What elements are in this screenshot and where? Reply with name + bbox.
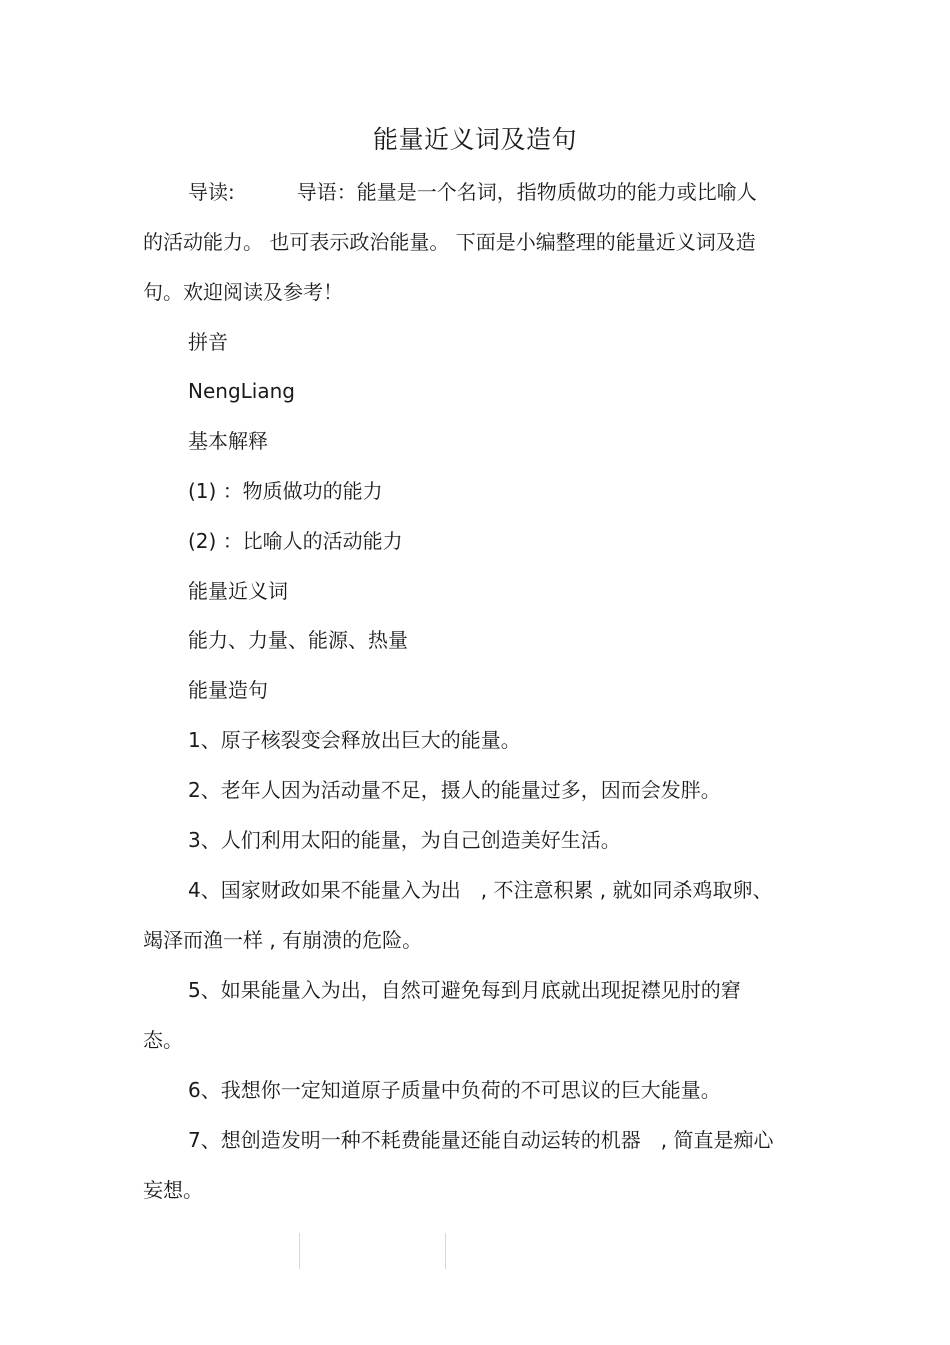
divider-line	[445, 1233, 446, 1269]
synonyms-heading: 能量近义词	[188, 579, 288, 603]
sentence-4-line-2: 竭泽而渔一样 , 有崩溃的危险。	[143, 928, 423, 952]
sentences-heading: 能量造句	[188, 678, 268, 702]
sentence-6: 6、我想你一定知道原子质量中负荷的不可思议的巨大能量。	[188, 1078, 721, 1102]
sentence-5-line-1: 5、如果能量入为出，自然可避免每到月底就出现捉襟见肘的窘	[188, 978, 741, 1002]
sentence-7-part-2: , 简直是痴心	[660, 1128, 774, 1152]
sentence-7-part-1: 7、想创造发明一种不耗费能量还能自动运转的机器	[188, 1128, 641, 1152]
sentence-4-part-1: 4、国家财政如果不能量入为出	[188, 878, 461, 902]
intro-label: 导读:	[188, 180, 235, 204]
definition-item: (2) ：比喻人的活动能力	[188, 529, 403, 553]
intro-line-2: 的活动能力。 也可表示政治能量。 下面是小编整理的能量近义词及造	[143, 230, 756, 254]
sentence-2: 2、老年人因为活动量不足，摄人的能量过多，因而会发胖。	[188, 778, 721, 802]
pinyin-heading: 拼音	[188, 330, 228, 354]
definition-heading: 基本解释	[188, 429, 268, 453]
sentence-3: 3、人们利用太阳的能量，为自己创造美好生活。	[188, 828, 621, 852]
sentence-4-part-2: , 不注意积累 , 就如同杀鸡取卵、	[480, 878, 773, 902]
pinyin-value: NengLiang	[188, 379, 295, 403]
sentence-7-line-2: 妄想。	[143, 1178, 203, 1202]
sentence-5-line-2: 态。	[143, 1028, 183, 1052]
sentence-7-line-1	[188, 1126, 773, 1154]
intro-line-1	[188, 178, 757, 206]
intro-text-1: 导语：能量是一个名词，指物质做功的能力或比喻人	[296, 180, 757, 204]
synonyms-value: 能力、力量、能源、热量	[188, 628, 408, 652]
divider-line	[299, 1233, 300, 1269]
sentence-1: 1、原子核裂变会释放出巨大的能量。	[188, 728, 521, 752]
definition-item: (1) ：物质做功的能力	[188, 479, 383, 503]
intro-line-3: 句。欢迎阅读及参考！	[143, 280, 343, 304]
page-title: 能量近义词及造句	[372, 125, 577, 154]
sentence-4-line-1	[188, 876, 773, 904]
